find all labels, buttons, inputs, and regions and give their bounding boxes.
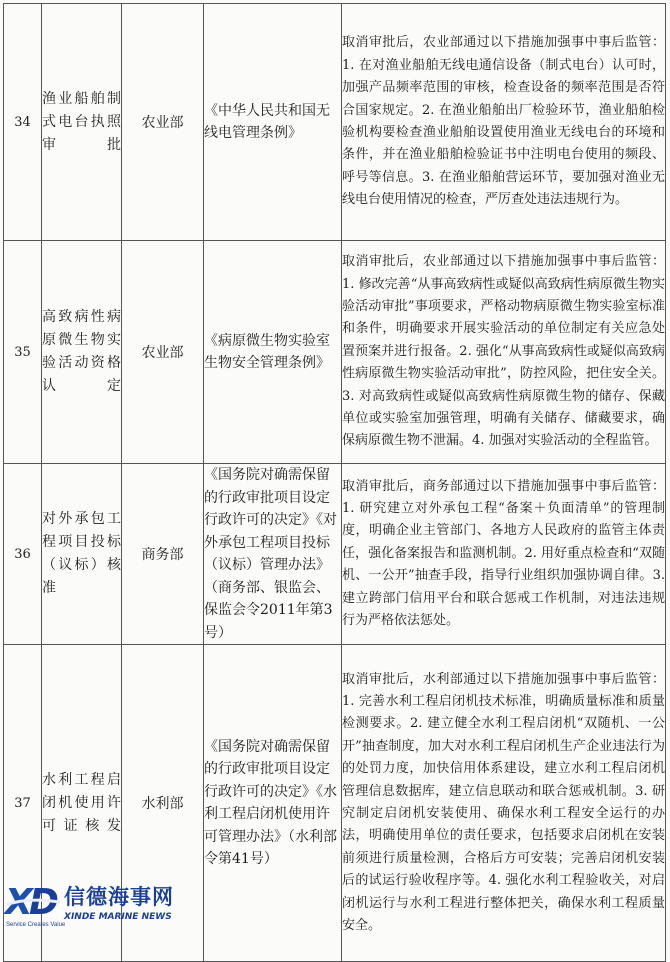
svg-text:D: D [29, 882, 59, 923]
approval-items-table [3, 3, 666, 962]
item-number: 37 [4, 645, 42, 962]
item-name: 对外承包工程项目投标（议标）核准 [42, 464, 122, 645]
site-watermark [4, 878, 174, 928]
item-number: 35 [4, 241, 42, 464]
xd-logo-icon [4, 878, 62, 924]
item-measures: 取消审批后，商务部通过以下措施加强事中事后监管：1. 研究建立对外承包工程“备案＋负面清单”的管理制度，明确企业主管部门、各地方人民政府的监管主体责任，强化备案报告和监测机制。2. 用好重点检查和“双随机、一公开”抽查手段，指导行业组织加强协调自律。3. 建立跨部门信用平台和联合惩戒工作机制，对违法违规行为严格依法惩处。 [342, 464, 666, 645]
item-number: 34 [4, 4, 42, 241]
item-department: 水利部 [122, 645, 204, 962]
item-legal-basis: 《病原微生物实验室生物安全管理条例》 [204, 241, 342, 464]
table-row [4, 241, 666, 464]
item-department: 商务部 [122, 464, 204, 645]
item-legal-basis: 《国务院对确需保留的行政审批项目设定行政许可的决定》《对外承包工程项目投标（议标）管理办法》（商务部、银监会、保监会令2011年第3号） [204, 464, 342, 645]
item-name: 水利工程启闭机使用许可证核发 [42, 645, 122, 962]
watermark-slogan: Service Creates Value [6, 922, 66, 928]
item-measures: 取消审批后，水利部通过以下措施加强事中事后监管：1. 完善水利工程启闭机技术标准，明确质量标准和质量检测要求。2. 建立健全水利工程启闭机“双随机、一公开”抽查制度，加大对水利工程启闭机生产企业违法行为的处罚力度，加快信用体系建设，建立水利工程启闭机管理信息数据库，建立信息联动和联合惩戒机制。3. 研究制定启闭机安装使用、确保水利工程安全运行的办法，明确使用单位的责任要求，包括要求启闭机在安装前须进行质量检测，合格后方可安装；完善启闭机安装后的试运行验收程序等。4. 强化水利工程验收关，对启闭机运行与水利工程进行整体把关，确保水利工程质量安全。 [342, 645, 666, 962]
item-name: 渔业船舶制式电台执照审批 [42, 4, 122, 241]
item-department: 农业部 [122, 241, 204, 464]
item-legal-basis: 《中华人民共和国无线电管理条例》 [204, 4, 342, 241]
item-department: 农业部 [122, 4, 204, 241]
item-measures: 取消审批后，农业部通过以下措施加强事中事后监管：1. 修改完善“从事高致病性或疑似高致病性病原微生物实验活动审批”事项要求，严格动物病原微生物实验室标准和条件，明确要求开展实验活动的单位制定有关应急处置预案并进行报备。2. 强化“从事高致病性或疑似高致病性病原微生物实验活动审批”，防控风险，把住安全关。3. 对高致病性或疑似高致病性病原微生物的储存、保藏单位或实验室加强管理，明确有关储存、储藏要求，确保病原微生物不泄漏。4. 加强对实验活动的全程监管。 [342, 241, 666, 464]
item-number: 36 [4, 464, 42, 645]
watermark-name-en: XINDE MARINE NEWS [64, 911, 172, 922]
watermark-name-cn: 信德海事网 [64, 884, 174, 909]
svg-text:X: X [5, 882, 33, 923]
item-name: 高致病性病原微生物实验活动资格认定 [42, 241, 122, 464]
item-measures: 取消审批后，农业部通过以下措施加强事中事后监管：1. 在对渔业船舶无线电通信设备（制式电台）认可时，加强产品频率范围的审核，检查设备的频率范围是否符合国家规定。2. 在渔业船舶出厂检验环节，渔业船舶检验机构要检查渔业船舶设置使用渔业无线电台的环境和条件，并在渔业船舶检验证书中注明电台使用的频段、呼号等信息。3. 在渔业船舶营运环节，要加强对渔业无线电台使用情况的检查，严厉查处违法违规行为。 [342, 4, 666, 241]
table-row [4, 4, 666, 241]
item-legal-basis: 《国务院对确需保留的行政审批项目设定行政许可的决定》《水利工程启闭机使用许可管理办法》（水利部令第41号） [204, 645, 342, 962]
table-row [4, 464, 666, 645]
